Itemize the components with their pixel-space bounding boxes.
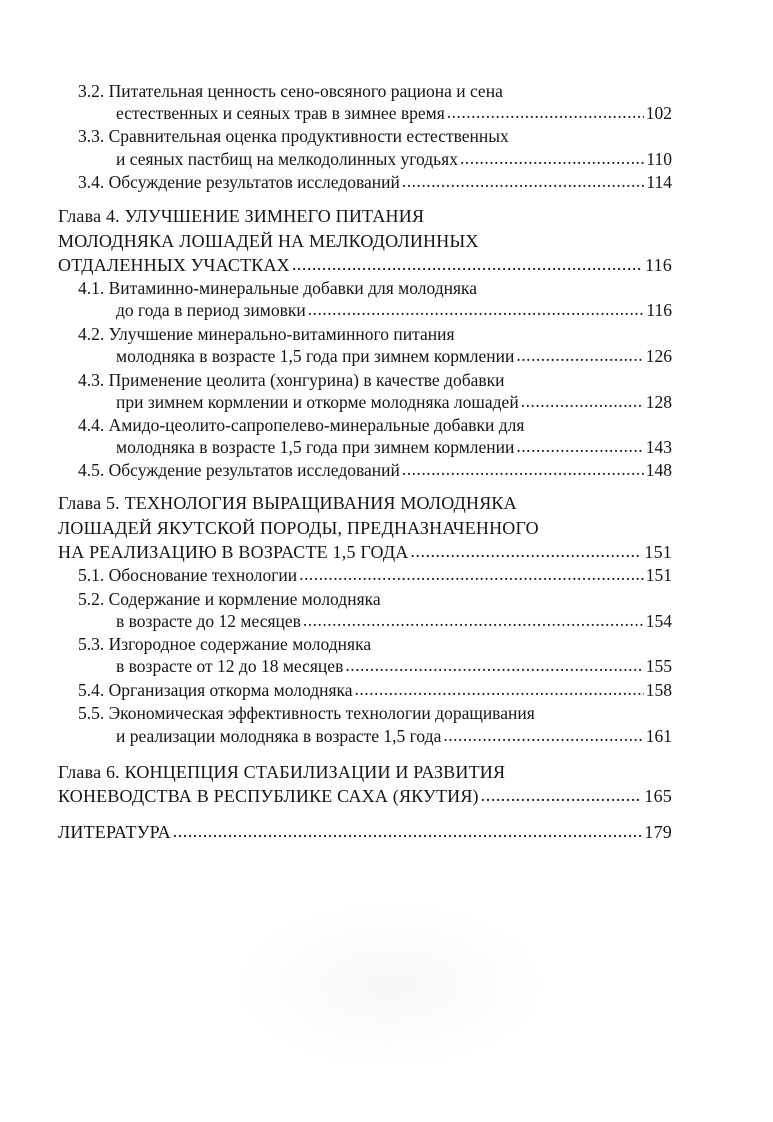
dot-leader bbox=[411, 539, 643, 563]
dot-leader bbox=[402, 169, 645, 193]
chapter-heading: Глава 6. КОНЦЕПЦИЯ СТАБИЛИЗАЦИИ И РАЗВИТИЯ bbox=[58, 762, 506, 782]
toc-entry bbox=[116, 344, 672, 368]
dot-leader bbox=[402, 457, 644, 481]
toc-entry bbox=[78, 170, 672, 194]
toc-page-number: 114 bbox=[646, 172, 672, 192]
dot-leader bbox=[516, 343, 643, 367]
toc-page-number: 151 bbox=[645, 565, 672, 585]
dot-leader bbox=[355, 677, 644, 701]
toc-entry-text: и реализации молодняка в возрасте 1,5 года bbox=[116, 726, 442, 746]
toc-entry bbox=[116, 101, 672, 125]
toc-entry-text: 3.4. Обсуждение результатов исследований bbox=[78, 172, 400, 192]
toc-page-number: 151 bbox=[644, 542, 672, 562]
dot-leader bbox=[443, 723, 643, 747]
toc-entry-text: в возрасте до 12 месяцев bbox=[116, 611, 301, 631]
toc-page-number: 148 bbox=[645, 460, 672, 480]
toc-line: 4.3. Применение цеолита (хонгурина) в качестве добавки bbox=[78, 370, 505, 390]
toc-line: 4.1. Витаминно-минеральные добавки для молодняка bbox=[78, 278, 478, 298]
toc-entry-text: в возрасте от 12 до 18 месяцев bbox=[116, 656, 344, 676]
toc-entry bbox=[58, 253, 672, 277]
toc-entry-text: и сеяных пастбищ на мелкодолинных угодьях bbox=[116, 149, 458, 169]
dot-leader bbox=[308, 297, 645, 321]
dot-leader bbox=[345, 653, 643, 677]
toc-entry bbox=[78, 678, 672, 702]
toc-page-number: 126 bbox=[645, 346, 672, 366]
toc-entry bbox=[78, 563, 672, 587]
toc-page-number: 179 bbox=[644, 822, 672, 842]
toc-line: 5.3. Изгородное содержание молодняка bbox=[78, 634, 372, 654]
toc-page-number: 102 bbox=[645, 103, 672, 123]
toc-entry-text: естественных и сеяных трав в зимнее время bbox=[116, 103, 445, 123]
dot-leader bbox=[516, 434, 643, 458]
dot-leader bbox=[303, 608, 644, 632]
toc-page-number: 128 bbox=[645, 392, 672, 412]
toc-page-number: 143 bbox=[645, 437, 672, 457]
toc-entry bbox=[116, 435, 672, 459]
toc-entry bbox=[116, 609, 672, 633]
toc-entry bbox=[78, 458, 672, 482]
toc-line: 4.2. Улучшение минерально-витаминного питания bbox=[78, 324, 455, 344]
toc-page-number: 165 bbox=[644, 786, 672, 806]
toc-entry-text: молодняка в возрасте 1,5 года при зимнем кормлении bbox=[116, 346, 515, 366]
toc-entry-text: 5.1. Обоснование технологии bbox=[78, 565, 298, 585]
toc-entry-text: КОНЕВОДСТВА В РЕСПУБЛИКЕ САХА (ЯКУТИЯ) bbox=[58, 786, 479, 806]
toc-entry bbox=[116, 724, 672, 748]
scan-smudge bbox=[230, 900, 550, 1070]
toc-line: 3.2. Питательная ценность сено-овсяного рациона и сена bbox=[78, 81, 503, 101]
chapter-heading: МОЛОДНЯКА ЛОШАДЕЙ НА МЕЛКОДОЛИННЫХ bbox=[58, 231, 479, 251]
toc-entry-text: молодняка в возрасте 1,5 года при зимнем кормлении bbox=[116, 437, 515, 457]
toc-entry-text: при зимнем кормлении и откорме молодняка лошадей bbox=[116, 392, 519, 412]
dot-leader bbox=[447, 100, 644, 124]
chapter-heading: Глава 4. УЛУЧШЕНИЕ ЗИМНЕГО ПИТАНИЯ bbox=[58, 206, 425, 226]
toc-page-number: 116 bbox=[645, 255, 672, 275]
dot-leader bbox=[299, 562, 644, 586]
toc-entry bbox=[58, 540, 672, 564]
dot-leader bbox=[292, 252, 643, 276]
dot-leader bbox=[481, 783, 643, 807]
toc-page-number: 161 bbox=[645, 726, 672, 746]
dot-leader bbox=[521, 389, 644, 413]
toc-entry bbox=[116, 147, 672, 171]
toc-line: 3.3. Сравнительная оценка продуктивности естественных bbox=[78, 126, 509, 146]
toc-page-number: 158 bbox=[645, 680, 672, 700]
toc-entry-text: 4.5. Обсуждение результатов исследований bbox=[78, 460, 400, 480]
toc-entry-text: ОТДАЛЕННЫХ УЧАСТКАХ bbox=[58, 255, 290, 275]
toc-page-number: 110 bbox=[646, 149, 672, 169]
dot-leader bbox=[460, 146, 644, 170]
toc-line: 4.4. Амидо-цеолито-сапропелево-минеральные добавки для bbox=[78, 415, 525, 435]
toc-entry-text: до года в период зимовки bbox=[116, 300, 306, 320]
toc-line: 5.2. Содержание и кормление молодняка bbox=[78, 589, 381, 609]
toc-line: 5.5. Экономическая эффективность технологии доращивания bbox=[78, 703, 535, 723]
toc-entry-text: 5.4. Организация откорма молодняка bbox=[78, 680, 353, 700]
chapter-heading: Глава 5. ТЕХНОЛОГИЯ ВЫРАЩИВАНИЯ МОЛОДНЯКА bbox=[58, 493, 517, 513]
toc-entry-text: НА РЕАЛИЗАЦИЮ В ВОЗРАСТЕ 1,5 ГОДА bbox=[58, 542, 409, 562]
dot-leader bbox=[173, 819, 643, 843]
toc-page-number: 154 bbox=[645, 611, 672, 631]
toc-entry bbox=[116, 654, 672, 678]
toc-page-number: 155 bbox=[645, 656, 672, 676]
toc-entry bbox=[116, 298, 672, 322]
chapter-heading: ЛОШАДЕЙ ЯКУТСКОЙ ПОРОДЫ, ПРЕДНАЗНАЧЕННОГО bbox=[58, 518, 539, 538]
toc-entry-text: ЛИТЕРАТУРА bbox=[58, 822, 171, 842]
toc-entry bbox=[58, 784, 672, 808]
toc-entry bbox=[116, 390, 672, 414]
toc-entry bbox=[58, 820, 672, 844]
toc-page-number: 116 bbox=[646, 300, 672, 320]
